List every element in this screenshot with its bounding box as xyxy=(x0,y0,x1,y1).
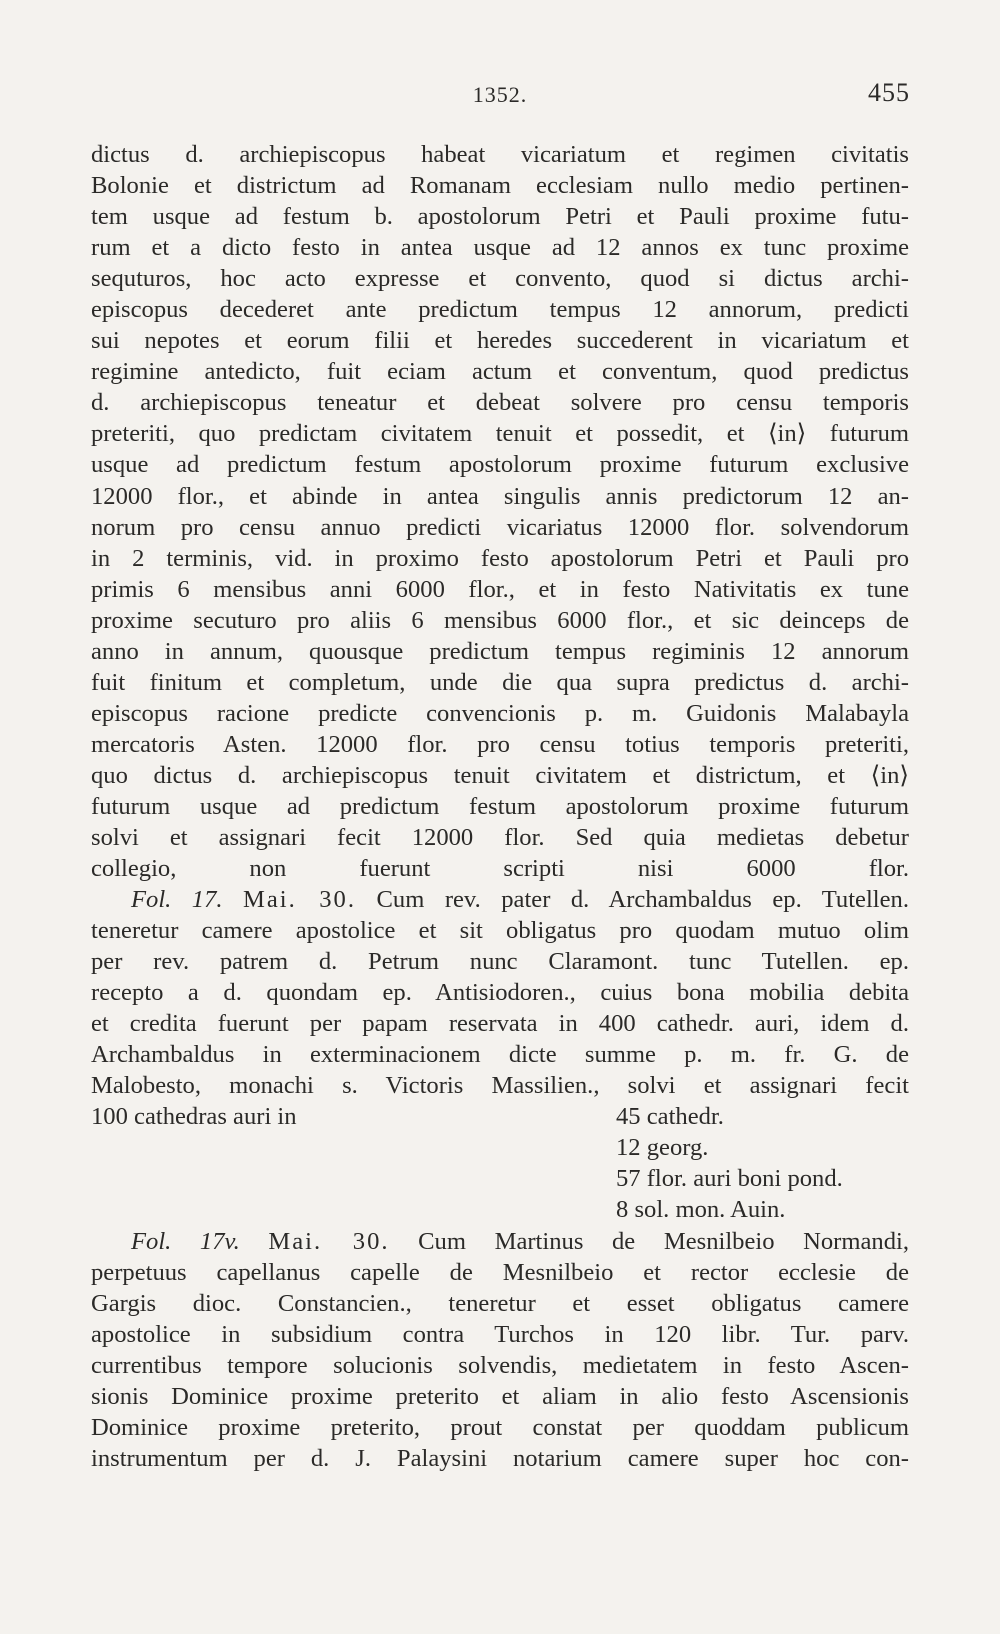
text-line: futurum usque ad predictum festum apostolorum proxime futurum xyxy=(91,792,909,820)
text-line: episcopus decederet ante predictum tempus 12 annorum, predicti xyxy=(91,296,909,324)
text-line-with-amount xyxy=(91,853,909,884)
text-line: dictus d. archiepiscopus habeat vicariatum et regimen civitatis xyxy=(91,141,909,168)
text-line: Dominice proxime preterito, prout constat per quoddam publicum xyxy=(91,1413,909,1441)
payment-label: 100 cathedras auri in xyxy=(91,1103,297,1131)
amount-item: 57 flor. auri boni pond. xyxy=(616,1165,843,1193)
text-line: Malobesto, monachi s. Victoris Massilien., solvi et assignari fecit xyxy=(91,1072,909,1100)
text-line-text: collegio, non fuerunt scripti nisi xyxy=(91,855,674,883)
text-line: per rev. patrem d. Petrum nunc Claramont. tunc Tutellen. ep. xyxy=(91,948,909,976)
text-line: proxime secuturo pro aliis 6 mensibus 6000 flor., et sic deinceps de xyxy=(91,606,909,634)
text-line: norum pro censu annuo predicti vicariatus 12000 flor. solvendorum xyxy=(91,513,909,541)
entry-heading-text: Cum Martinus de Mesnilbeio Normandi, xyxy=(418,1227,909,1255)
entry-heading xyxy=(91,1226,909,1257)
amount-item: 45 cathedr. xyxy=(616,1103,724,1131)
text-line: primis 6 mensibus anni 6000 flor., et in festo Nativitatis ex tune xyxy=(91,575,909,603)
text-line: teneretur camere apostolice et sit obligatus pro quodam mutuo olim xyxy=(91,917,909,945)
folio-reference: Fol. 17. xyxy=(131,886,223,914)
text-line: apostolice in subsidium contra Turchos in 120 libr. Tur. parv. xyxy=(91,1320,909,1348)
text-line: sui nepotes et eorum filii et heredes succederent in vicariatum et xyxy=(91,327,909,355)
folio-reference: Fol. 17v. xyxy=(131,1227,240,1255)
amount-item: 8 sol. mon. Auin. xyxy=(616,1196,786,1224)
text-line: perpetuus capellanus capelle de Mesnilbeio et rector ecclesie de xyxy=(91,1258,909,1286)
text-line: Gargis dioc. Constancien., teneretur et esset obligatus camere xyxy=(91,1289,909,1317)
payment-amounts xyxy=(91,1101,909,1225)
text-line: sequturos, hoc acto expresse et convento, quod si dictus archi- xyxy=(91,265,909,293)
text-line: usque ad predictum festum apostolorum proxime futurum exclusive xyxy=(91,451,909,479)
running-head xyxy=(90,78,910,110)
text-line: recepto a d. quondam ep. Antisiodoren., cuius bona mobilia debita xyxy=(91,979,909,1007)
text-line: rum et a dicto festo in antea usque ad 12 annos ex tunc proxime xyxy=(91,234,909,262)
text-line: anno in annum, quousque predictum tempus regiminis 12 annorum xyxy=(91,637,909,665)
text-line: regimine antedicto, fuit eciam actum et conventum, quod predictus xyxy=(91,358,909,386)
entry-date: Mai. 30. xyxy=(243,886,357,914)
entry-heading-text: Cum rev. pater d. Archambaldus ep. Tutellen. xyxy=(376,886,909,914)
text-line: episcopus racione predicte convencionis p. m. Guidonis Malabayla xyxy=(91,699,909,727)
text-line: sionis Dominice proxime preterito et aliam in alio festo Ascensionis xyxy=(91,1382,909,1410)
payment-line xyxy=(91,1101,909,1132)
text-line: d. archiepiscopus teneatur et debeat solvere pro censu temporis xyxy=(91,389,909,417)
text-line: et credita fuerunt per papam reservata in 400 cathedr. auri, idem d. xyxy=(91,1010,909,1038)
page-year: 1352. xyxy=(472,82,528,107)
amount-item: 12 georg. xyxy=(616,1134,709,1162)
text-line: solvi et assignari fecit 12000 flor. Sed quia medietas debetur xyxy=(91,824,909,852)
text-line: instrumentum per d. J. Palaysini notarium camere super hoc con- xyxy=(91,1444,909,1472)
text-line: fuit finitum et completum, unde die qua supra predictus d. archi- xyxy=(91,668,909,696)
entry-date: Mai. 30. xyxy=(268,1227,390,1255)
text-line: 12000 flor., et abinde in antea singulis annis predictorum 12 an- xyxy=(91,482,909,510)
text-line: in 2 terminis, vid. in proximo festo apostolorum Petri et Pauli pro xyxy=(91,544,909,572)
text-line: tem usque ad festum b. apostolorum Petri et Pauli proxime futu- xyxy=(91,203,909,231)
text-line: currentibus tempore solucionis solvendis, medietatem in festo Ascen- xyxy=(91,1351,909,1379)
line-amount: 6000 flor. xyxy=(746,855,909,883)
text-line: quo dictus d. archiepiscopus tenuit civitatem et districtum, et ⟨in⟩ xyxy=(91,761,909,789)
page-number: 455 xyxy=(868,78,910,107)
body-text xyxy=(91,139,909,1474)
text-line: preteriti, quo predictam civitatem tenuit et possedit, et ⟨in⟩ futurum xyxy=(91,420,909,448)
text-line: mercatoris Asten. 12000 flor. pro censu totius temporis preteriti, xyxy=(91,730,909,758)
entry-heading xyxy=(91,884,909,915)
text-line: Archambaldus in exterminacionem dicte summe p. m. fr. G. de xyxy=(91,1041,909,1069)
text-line: Bolonie et districtum ad Romanam ecclesiam nullo medio pertinen- xyxy=(91,172,909,200)
